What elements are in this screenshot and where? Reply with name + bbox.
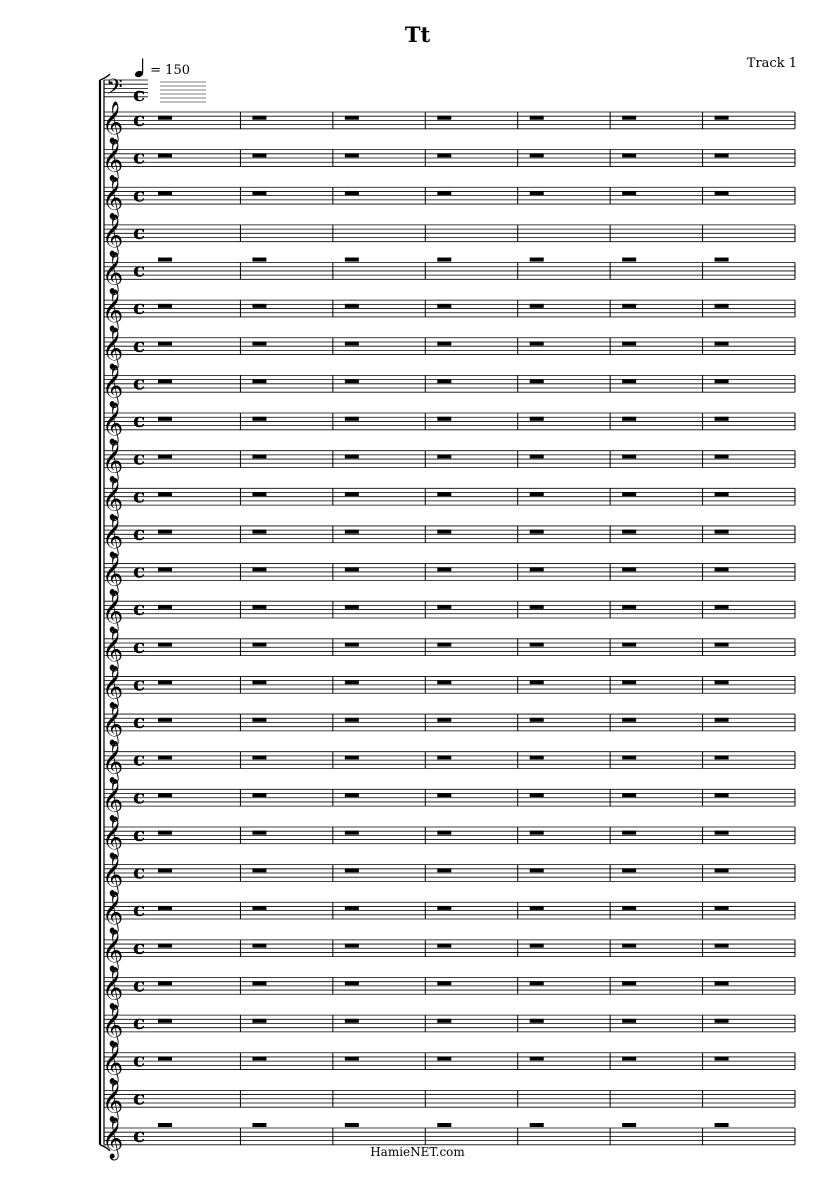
treble-clef-icon: 𝄞 [102,139,124,181]
whole-rest [530,868,544,872]
whole-rest [437,605,451,609]
whole-rest [437,981,451,985]
whole-rest [158,153,172,157]
time-signature: c [133,144,146,169]
whole-rest [622,1123,636,1127]
whole-rest [437,304,451,308]
treble-clef-icon: 𝄞 [102,327,124,369]
treble-clef-icon: 𝄞 [102,515,124,557]
whole-rest [530,417,544,421]
whole-rest [252,153,266,157]
whole-rest [622,680,636,684]
whole-rest [715,116,729,120]
treble-clef-icon: 𝄞 [102,252,124,294]
treble-clef-icon: 𝄞 [102,553,124,595]
whole-rest [158,1123,172,1127]
time-signature: c [133,107,146,131]
whole-rest [252,379,266,383]
time-signature: c [133,483,146,508]
whole-rest [158,643,172,647]
whole-rest [715,530,729,534]
time-signature: c [133,709,146,734]
time-signature: c [133,1085,146,1110]
whole-rest [622,153,636,157]
time-signature: c [133,821,146,846]
whole-rest [252,567,266,571]
treble-clef-icon: 𝄞 [102,591,124,633]
whole-rest [715,153,729,157]
tempo-prefix: = [150,63,166,78]
whole-rest [622,831,636,835]
whole-rest [715,944,729,948]
time-signature: c [133,520,146,545]
whole-rest [345,1056,359,1060]
whole-rest [252,981,266,985]
whole-rest [622,906,636,910]
whole-rest [437,868,451,872]
whole-rest [437,1056,451,1060]
whole-rest [252,643,266,647]
whole-rest [530,718,544,722]
whole-rest [158,417,172,421]
whole-rest [345,417,359,421]
whole-rest [437,567,451,571]
whole-rest [715,643,729,647]
whole-rest [252,1056,266,1060]
time-signature: c [133,934,146,959]
whole-rest [437,153,451,157]
whole-rest [437,191,451,195]
whole-rest [715,304,729,308]
whole-rest [437,718,451,722]
treble-clef-icon: 𝄞 [102,403,124,445]
whole-rest [530,981,544,985]
whole-rest [252,831,266,835]
whole-rest [158,831,172,835]
whole-rest [345,831,359,835]
whole-rest [437,258,451,262]
whole-rest [158,718,172,722]
whole-rest [158,868,172,872]
whole-rest [530,793,544,797]
score-title: Tt [404,22,431,47]
whole-rest [252,793,266,797]
time-signature: c [133,1123,146,1147]
treble-clef-icon: 𝄞 [102,816,124,858]
whole-rest [437,492,451,496]
whole-rest [252,1019,266,1023]
whole-rest [345,454,359,458]
whole-rest [345,793,359,797]
treble-clef-icon: 𝄞 [102,741,124,783]
whole-rest [622,981,636,985]
whole-rest [437,944,451,948]
whole-rest [622,492,636,496]
whole-rest [158,680,172,684]
whole-rest [530,530,544,534]
whole-rest [345,718,359,722]
whole-rest [252,304,266,308]
whole-rest [158,492,172,496]
whole-rest [252,605,266,609]
whole-rest [437,454,451,458]
whole-rest [622,944,636,948]
treble-clef-icon: 𝄞 [102,628,124,670]
whole-rest [437,379,451,383]
whole-rest [530,906,544,910]
whole-rest [158,605,172,609]
whole-rest [158,341,172,345]
whole-rest [158,379,172,383]
whole-rest [715,906,729,910]
time-signature: c [133,219,146,244]
whole-rest [252,454,266,458]
whole-rest [345,191,359,195]
whole-rest [530,304,544,308]
treble-clef-icon: 𝄞 [102,290,124,332]
whole-rest [715,1123,729,1127]
whole-rest [622,605,636,609]
whole-rest [622,718,636,722]
whole-rest [345,755,359,759]
whole-rest [437,831,451,835]
whole-rest [345,605,359,609]
treble-clef-icon: 𝄞 [102,854,124,896]
time-signature: c [133,295,146,320]
treble-clef-icon: 𝄞 [102,440,124,482]
time-signature: c [133,746,146,771]
whole-rest [715,1056,729,1060]
treble-clef-icon: 𝄞 [102,666,124,708]
bass-clef-icon: 𝄢 [106,75,123,105]
whole-rest [530,1056,544,1060]
whole-rest [252,258,266,262]
whole-rest [437,643,451,647]
time-signature: c [133,1010,146,1035]
time-signature: c [133,784,146,809]
time-signature: c [133,972,146,997]
whole-rest [715,718,729,722]
whole-rest [345,868,359,872]
whole-rest [715,379,729,383]
treble-clef-icon: 𝄞 [102,1005,124,1047]
whole-rest [530,643,544,647]
time-signature: c [133,897,146,922]
whole-rest [437,116,451,120]
whole-rest [252,718,266,722]
treble-clef-icon: 𝄞 [102,892,124,934]
treble-clef-icon: 𝄞 [102,1080,124,1122]
whole-rest [622,417,636,421]
whole-rest [622,454,636,458]
treble-clef-icon: 𝄞 [102,1118,124,1159]
whole-rest [622,793,636,797]
time-signature: c [133,1047,146,1072]
treble-clef-icon: 𝄞 [102,779,124,821]
whole-rest [715,191,729,195]
whole-rest [345,1123,359,1127]
whole-rest [622,191,636,195]
time-signature: c [133,408,146,433]
whole-rest [530,153,544,157]
whole-rest [158,530,172,534]
whole-rest [437,1019,451,1023]
time-signature: c [133,370,146,395]
whole-rest [345,944,359,948]
whole-rest [715,868,729,872]
treble-clef-icon: 𝄞 [102,214,124,256]
whole-rest [252,191,266,195]
whole-rest [252,341,266,345]
time-signature: c [133,558,146,583]
time-signature: c [133,859,146,884]
whole-rest [345,981,359,985]
time-signature: c [133,82,146,106]
whole-rest [437,530,451,534]
treble-clef-icon: 𝄞 [102,177,124,219]
treble-clef-icon: 𝄞 [102,929,124,971]
whole-rest [622,567,636,571]
whole-rest [252,492,266,496]
whole-rest [437,906,451,910]
whole-rest [345,643,359,647]
whole-rest [715,831,729,835]
whole-rest [622,304,636,308]
whole-rest [345,153,359,157]
whole-rest [437,755,451,759]
time-signature: c [133,332,146,357]
tempo-value: 150 [165,63,190,78]
time-signature: c [133,596,146,621]
whole-rest [345,492,359,496]
whole-rest [715,492,729,496]
whole-rest [530,567,544,571]
whole-rest [158,981,172,985]
whole-rest [715,755,729,759]
whole-rest [622,530,636,534]
whole-rest [530,755,544,759]
whole-rest [622,1056,636,1060]
whole-rest [622,116,636,120]
whole-rest [158,793,172,797]
whole-rest [252,680,266,684]
whole-rest [252,417,266,421]
track-label: Track 1 [746,56,797,71]
whole-rest [158,116,172,120]
whole-rest [345,379,359,383]
whole-rest [437,1123,451,1127]
treble-clef-icon: 𝄞 [102,365,124,407]
whole-rest [622,258,636,262]
whole-rest [622,755,636,759]
time-signature: c [133,257,146,282]
treble-clef-icon: 𝄞 [102,704,124,746]
whole-rest [437,417,451,421]
whole-rest [715,1019,729,1023]
time-signature: c [133,182,146,207]
whole-rest [345,567,359,571]
treble-clef-icon: 𝄞 [102,967,124,1009]
whole-rest [530,1123,544,1127]
whole-rest [530,831,544,835]
whole-rest [345,341,359,345]
whole-rest [345,116,359,120]
treble-clef-icon: 𝄞 [102,102,124,143]
whole-rest [345,304,359,308]
whole-rest [158,191,172,195]
whole-rest [715,605,729,609]
whole-rest [715,341,729,345]
whole-rest [715,258,729,262]
whole-rest [622,643,636,647]
whole-rest [252,116,266,120]
whole-rest [715,680,729,684]
whole-rest [252,906,266,910]
whole-rest [252,1123,266,1127]
treble-clef-icon: 𝄞 [102,1042,124,1084]
whole-rest [158,304,172,308]
whole-rest [345,258,359,262]
whole-rest [158,944,172,948]
whole-rest [530,944,544,948]
whole-rest [437,341,451,345]
whole-rest [158,1019,172,1023]
time-signature: c [133,671,146,696]
whole-rest [622,379,636,383]
whole-rest [437,680,451,684]
whole-rest [345,1019,359,1023]
whole-rest [158,1056,172,1060]
whole-rest [252,530,266,534]
whole-rest [252,755,266,759]
whole-rest [530,191,544,195]
whole-rest [530,379,544,383]
whole-rest [437,793,451,797]
whole-rest [345,906,359,910]
whole-rest [345,530,359,534]
whole-rest [530,680,544,684]
time-signature: c [133,445,146,470]
whole-rest [158,567,172,571]
whole-rest [715,567,729,571]
whole-rest [715,981,729,985]
whole-rest [530,1019,544,1023]
whole-rest [530,492,544,496]
whole-rest [530,605,544,609]
whole-rest [530,341,544,345]
whole-rest [530,116,544,120]
treble-clef-icon: 𝄞 [102,478,124,520]
whole-rest [158,454,172,458]
whole-rest [252,944,266,948]
footer-credit: HamieNET.com [370,1145,465,1159]
whole-rest [530,454,544,458]
whole-rest [715,454,729,458]
whole-rest [715,417,729,421]
whole-rest [622,868,636,872]
whole-rest [715,793,729,797]
whole-rest [158,258,172,262]
whole-rest [345,680,359,684]
time-signature: c [133,633,146,658]
whole-rest [622,341,636,345]
whole-rest [252,868,266,872]
whole-rest [158,906,172,910]
whole-rest [158,755,172,759]
whole-rest [622,1019,636,1023]
whole-rest [530,258,544,262]
